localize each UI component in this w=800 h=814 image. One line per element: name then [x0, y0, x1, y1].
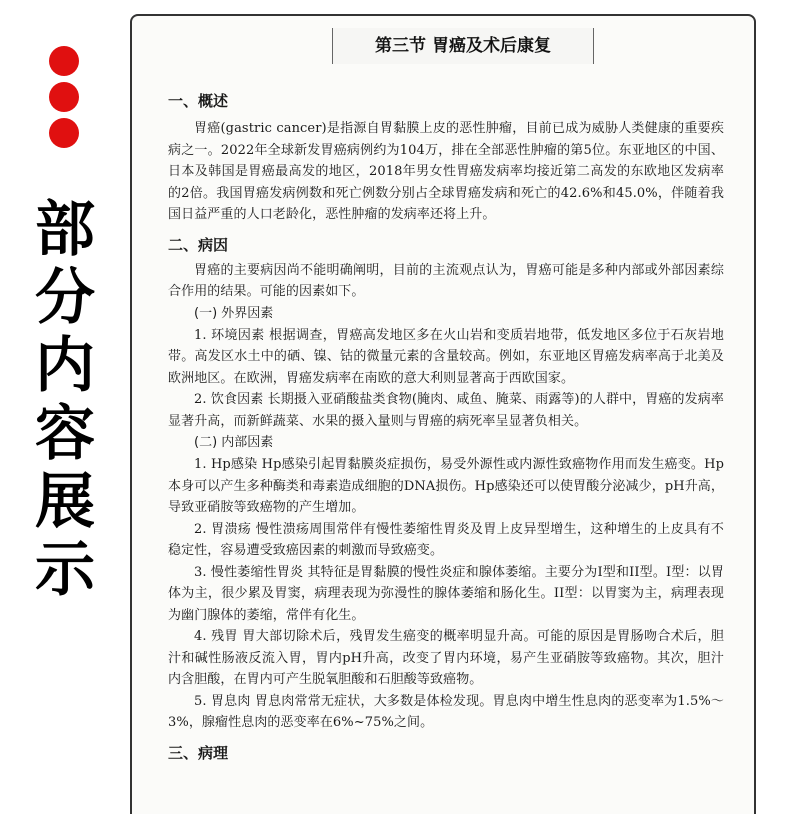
- paragraph-internal-3: 3. 慢性萎缩性胃炎 其特征是胃黏膜的慢性炎症和腺体萎缩。主要分为I型和II型。I型：以胃体为主，很少累及胃窦，病理表现为弥漫性的腺体萎缩和肠化生。II型：以胃窦为主，病理表现为幽门腺体的萎缩，常伴有化生。: [168, 564, 724, 623]
- side-char: 部: [35, 195, 95, 265]
- side-char: 示: [35, 535, 95, 605]
- heading-overview: 一、概述: [168, 92, 229, 110]
- paragraph-internal-2: 2. 胃溃疡 慢性溃疡周围常伴有慢性萎缩性胃炎及胃上皮异型增生，这种增生的上皮具有不稳定性，容易遭受致癌因素的刺激而导致癌变。: [168, 521, 724, 558]
- red-dot-icon: [49, 82, 79, 112]
- side-char: 内: [35, 331, 95, 401]
- book-page: [130, 14, 756, 814]
- paragraph-etiology-intro: 胃癌的主要病因尚不能明确阐明，目前的主流观点认为，胃癌可能是多种内部或外部因素综合作用的结果。可能的因素如下。: [168, 262, 724, 299]
- heading-etiology: 二、病因: [168, 235, 229, 254]
- paragraph-internal-4: 4. 残胃 胃大部切除术后，残胃发生癌变的概率明显升高。可能的原因是胃肠吻合术后，胆汁和碱性肠液反流入胃，胃内pH升高，改变了胃内环境，易产生亚硝胺等致癌物。其次，胆汁内含胆酸，在胃内可产生脱氧胆酸和石胆酸等致癌物。: [168, 629, 724, 687]
- heading-pathology: 三、病理: [168, 743, 229, 762]
- subheading-internal-factors: (二) 内部因素: [194, 435, 274, 450]
- paragraph-internal-5: 5. 胃息肉 胃息肉常常无症状，大多数是体检发现。胃息肉中增生性息肉的恶变率为1.5%～3%，腺瘤性息肉的恶变率在6%~75%之间。: [168, 693, 724, 730]
- red-dot-icon: [49, 46, 79, 76]
- paragraph-internal-1: 1. Hp感染 Hp感染引起胃黏膜炎症损伤，易受外源性或内源性致癌物作用而发生癌变。Hp本身可以产生多种酶类和毒素造成细胞的DNA损伤。Hp感染还可以使胃酸分泌减少，pH升高，导致亚硝胺等致癌物的产生增加。: [168, 457, 724, 515]
- page-content: [168, 90, 724, 764]
- side-char: 展: [35, 467, 95, 537]
- side-banner-title: [28, 196, 102, 604]
- paragraph-external-2: 2. 饮食因素 长期摄入亚硝酸盐类食物(腌肉、咸鱼、腌菜、雨露等)的人群中，胃癌的发病率显著升高，而新鲜蔬菜、水果的摄入量则与胃癌的病死率呈显著负相关。: [168, 392, 724, 429]
- side-char: 分: [35, 263, 95, 333]
- side-char: 容: [35, 399, 95, 469]
- side-banner: [0, 0, 130, 800]
- red-dot-icon: [49, 118, 79, 148]
- paragraph-overview: 胃癌(gastric cancer)是指源自胃黏膜上皮的恶性肿瘤，目前已成为威胁人类健康的重要疾病之一。2022年全球新发胃癌病例约为104万，排在全部恶性肿瘤的第5位。东亚地区的中国、日本及韩国是胃癌最高发的地区，2018年男女性胃癌发病率均接近第二高发的东欧地区发病率的2倍。我国胃癌发病例数和死亡例数分别占全球胃癌发病和死亡的42.6%和45.0%，伴随着我国日益严重的人口老龄化，恶性肿瘤的发病率还将上升。: [168, 121, 724, 222]
- section-title: 第三节 胃癌及术后康复: [332, 28, 594, 64]
- paragraph-external-1: 1. 环境因素 根据调查，胃癌高发地区多在火山岩和变质岩地带，低发地区多位于石灰岩地带。高发区水土中的硒、镍、钴的微量元素的含量较高。例如，东亚地区胃癌发病率高于北美及欧洲地区。在欧洲，胃癌发病率在南欧的意大利则显著高于西欧国家。: [168, 327, 724, 386]
- subheading-external-factors: (一) 外界因素: [194, 305, 274, 321]
